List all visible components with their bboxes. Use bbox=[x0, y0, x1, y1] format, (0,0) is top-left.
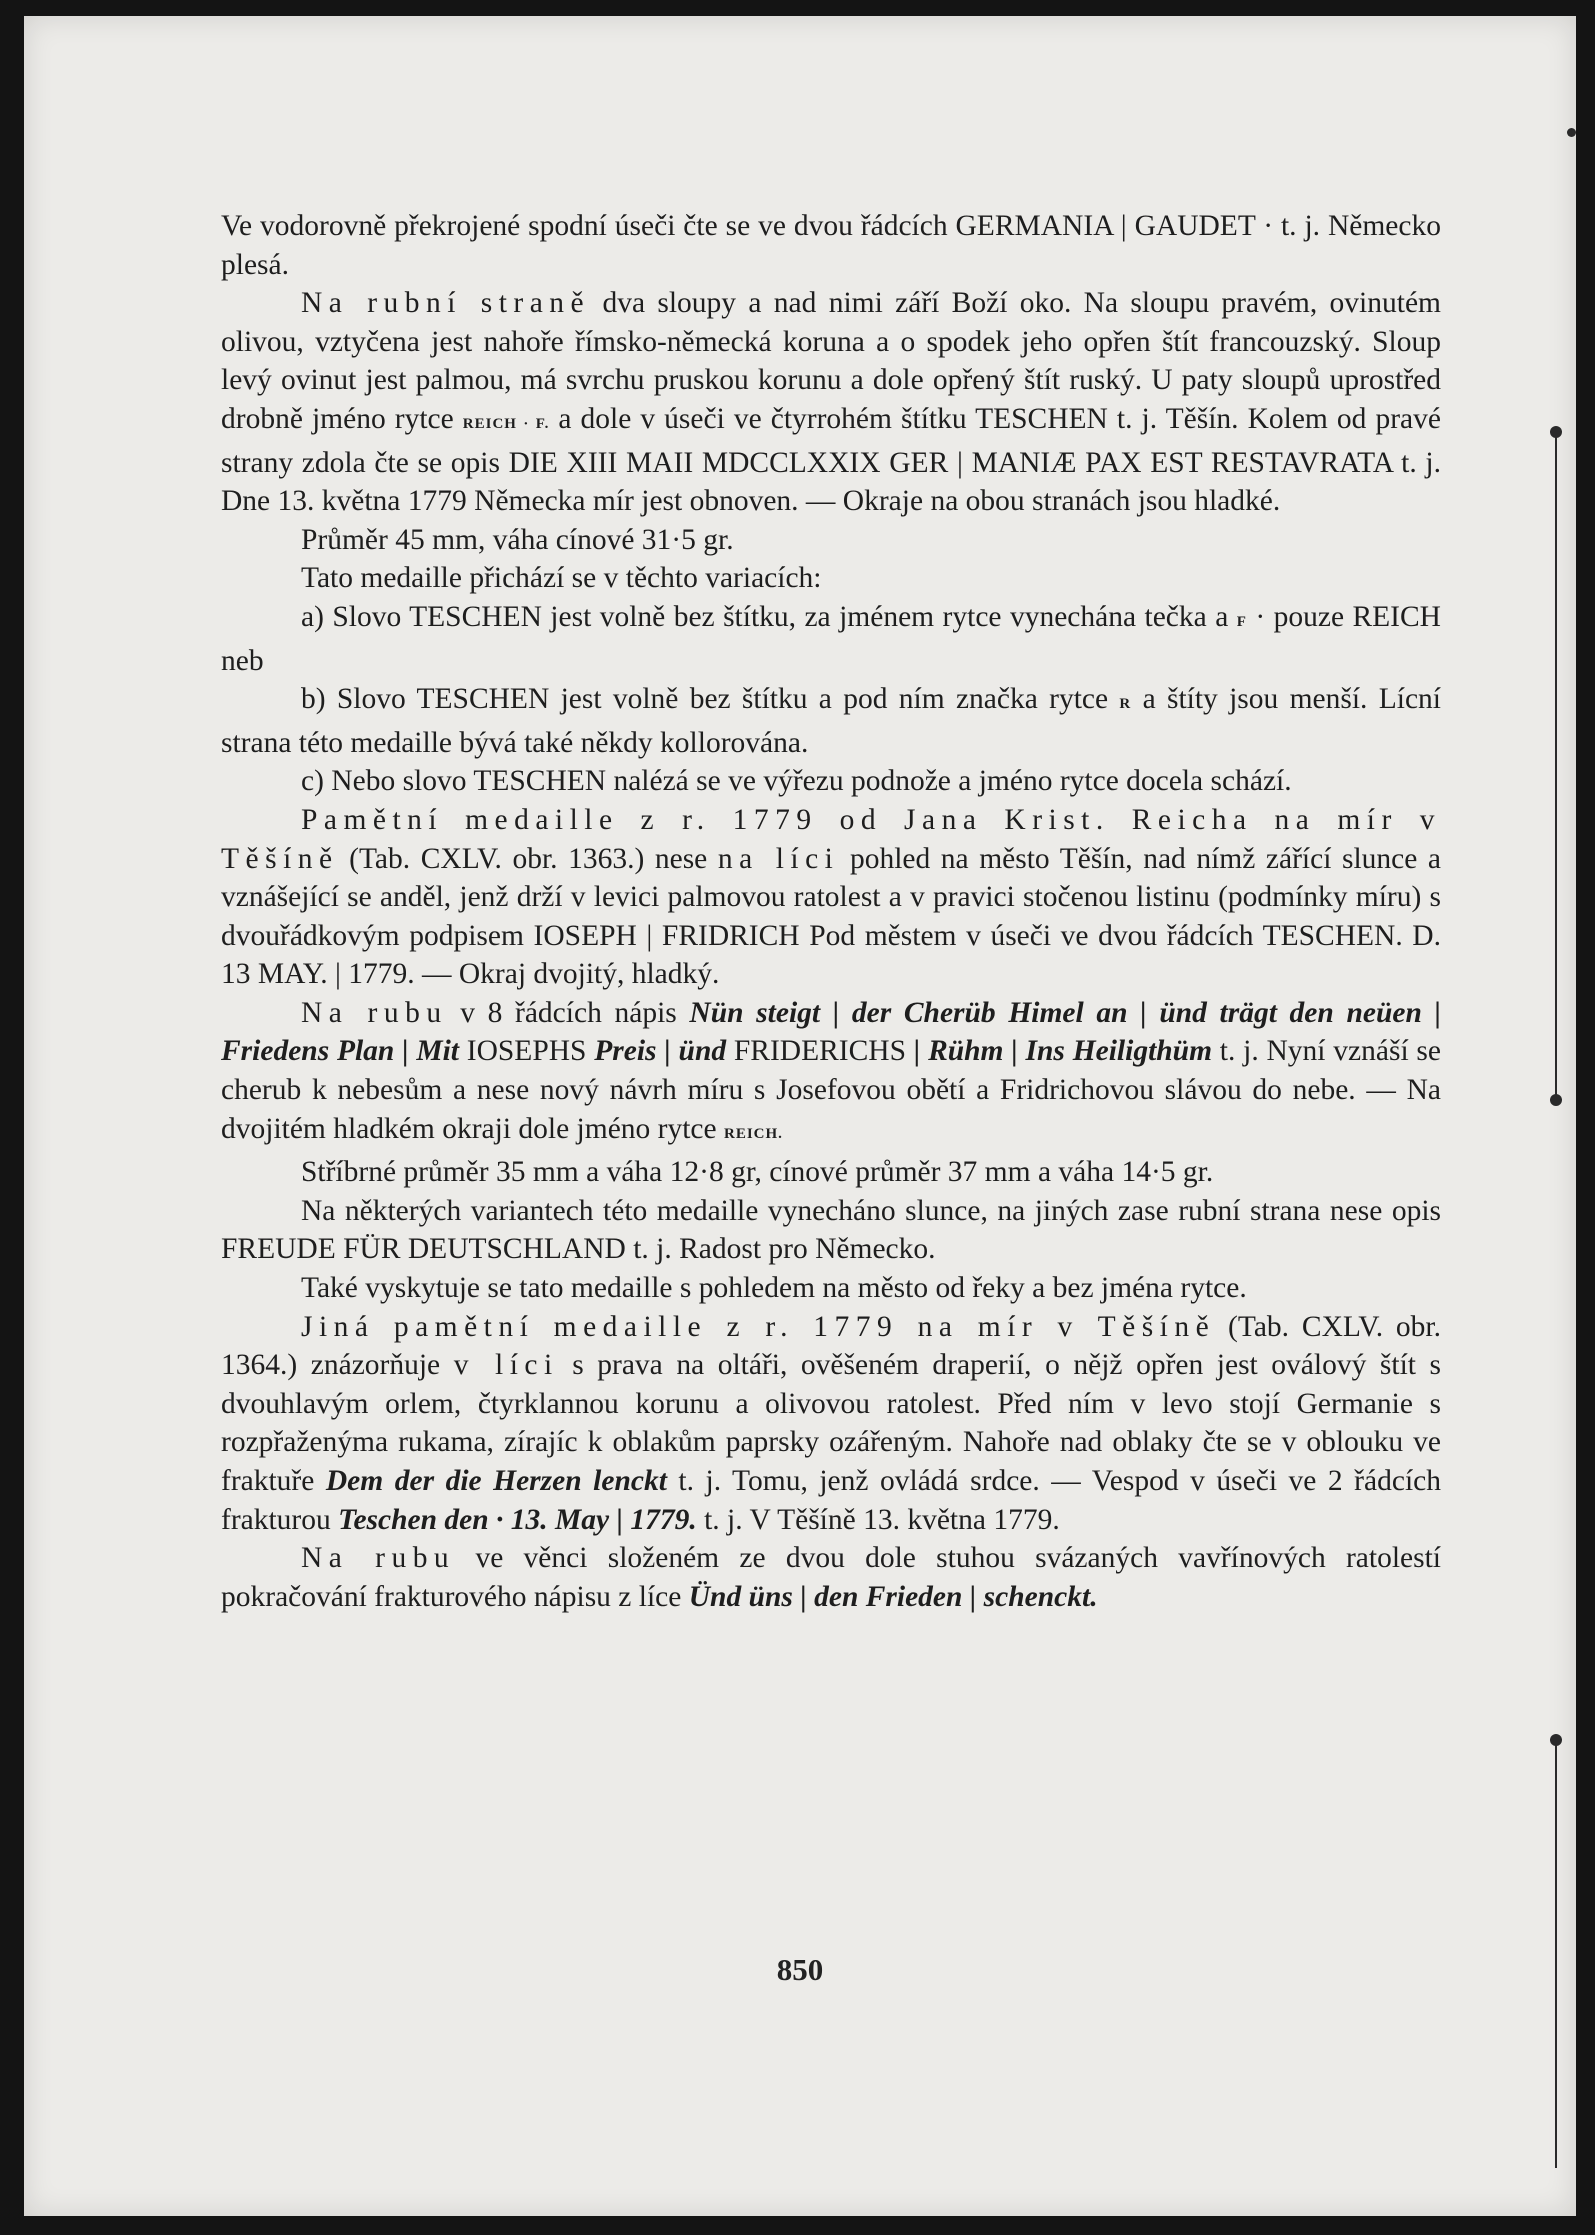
text-run: · pouze REICH neb bbox=[221, 600, 1441, 677]
text-run: Také vyskytuje se tato medaille s pohledem na město od řeky a bez jména rytce. bbox=[301, 1272, 1247, 1305]
paragraph bbox=[221, 762, 1441, 801]
page-number: 850 bbox=[776, 1952, 824, 1987]
text-run: (Tab. CXLV. obr. 1364.) znázorňuje bbox=[221, 1310, 1441, 1382]
text-run: t. j. V Těšíně 13. května 1779. bbox=[696, 1503, 1060, 1536]
text-run: Na některých variantech této medaille vynecháno slunce, na jiných zase rubní strana nese opis FREUDE FÜR DEUTSCHLAND t. j. Radost pro Německo. bbox=[221, 1194, 1441, 1266]
styled-text-run: na líci bbox=[717, 842, 840, 875]
styled-text-run: Dem der die Herzen lenckt bbox=[325, 1465, 667, 1497]
text-run: t. j. Tomu, jenž ovládá srdce. — Vespod v úseči ve 2 řádcích frakturou bbox=[221, 1465, 1441, 1536]
styled-text-run: Na rubu bbox=[301, 996, 448, 1029]
styled-text-run: REICH. bbox=[724, 1125, 783, 1142]
styled-text-run: v líci bbox=[453, 1349, 559, 1382]
paragraph bbox=[221, 1539, 1441, 1616]
paragraph bbox=[221, 1308, 1441, 1540]
paragraph bbox=[221, 521, 1441, 560]
text-run: pohled na město Těšín, nad nímž zářící slunce a vznášející se anděl, jenž drží v levici palmovou ratolest a v pravici stočenou listinu (podmínky míru) s dvouřádkovým podpisem IOSEPH | FRIDRICH Pod městem v úseči ve dvou řádcích TESCHEN. D. 13 MAY. | 1779. — Okraj dvojitý, hladký. bbox=[221, 842, 1441, 991]
styled-text-run: | Rühm | Ins Heiligthüm bbox=[913, 1035, 1213, 1068]
styled-text-run: Jiná pamětní medaille z r. 1779 na mír v Těšíně bbox=[301, 1310, 1216, 1343]
text-run: a) Slovo TESCHEN jest volně bez štítku, za jménem rytce vynechána tečka a bbox=[301, 600, 1237, 633]
paragraph bbox=[221, 801, 1441, 994]
text-run: Tato medaille přichází se v těchto variacích: bbox=[301, 562, 822, 595]
styled-text-run: Na rubu bbox=[301, 1542, 456, 1575]
paragraph bbox=[221, 598, 1441, 680]
text-run: t. j. Nyní vznáší se cherub k nebesům a nese nový návrh míru s Josefovou obětí a Fridrichovou slávou do nebe. — Na dvojitém hladkém okraji dole jméno rytce bbox=[221, 1035, 1441, 1145]
scanned-page bbox=[24, 16, 1576, 2216]
text-run: IOSEPHS bbox=[459, 1035, 595, 1068]
paragraph bbox=[221, 1153, 1441, 1192]
text-run: ve věnci složeném ze dvou dole stuhou svázaných vavřínových ratolestí pokračování frakturového nápisu z líce bbox=[221, 1542, 1441, 1613]
margin-bracket-upper bbox=[1550, 426, 1562, 1106]
text-run: a štíty jsou menší. Lícní strana této medaille bývá také někdy kollorována. bbox=[221, 683, 1441, 759]
text-run: Průměr 45 mm, váha cínové 31·5 gr. bbox=[301, 523, 734, 556]
document-body bbox=[221, 207, 1441, 1616]
text-run: b) Slovo TESCHEN jest volně bez štítku a pod ním značka rytce bbox=[301, 683, 1120, 716]
styled-text-run: Na rubní straně bbox=[301, 287, 591, 320]
styled-text-run: Preis | ünd bbox=[594, 1035, 727, 1068]
text-run: Ve vodorovně překrojené spodní úseči čte se ve dvou řádcích GERMANIA | GAUDET · t. j. Německo plesá. bbox=[221, 210, 1441, 281]
text-run: c) Nebo slovo TESCHEN nalézá se ve výřezu podnože a jméno rytce docela schází. bbox=[301, 765, 1292, 798]
styled-text-run: F bbox=[1236, 613, 1247, 630]
paragraph bbox=[221, 284, 1441, 521]
styled-text-run: REICH · F. bbox=[462, 415, 550, 432]
text-run: v 8 řádcích nápis bbox=[447, 996, 690, 1029]
text-run: dva sloupy a nad nimi září Boží oko. Na sloupu pravém, ovinutém olivou, vztyčena jest nahoře římsko-německá koruna a o spodek jeho opřen štít francouzský. Sloup levý ovinut jest palmou, má svrchu pruskou korunu a dole opřený štít ruský. U paty sloupů uprostřed drobně jméno rytce bbox=[221, 287, 1441, 435]
styled-text-run: Pamětní medaille z r. 1779 od Jana Krist. Reicha na mír v Těšíně bbox=[221, 803, 1441, 875]
paragraph bbox=[221, 559, 1441, 598]
paragraph bbox=[221, 207, 1441, 284]
paragraph bbox=[221, 994, 1441, 1153]
margin-bracket-lower bbox=[1550, 1734, 1562, 2174]
text-run: FRIDERICHS bbox=[726, 1035, 914, 1068]
styled-text-run: Ünd üns | den Frieden | schenckt. bbox=[688, 1580, 1098, 1613]
text-run: Stříbrné průměr 35 mm a váha 12·8 gr, cínové průměr 37 mm a váha 14·5 gr. bbox=[301, 1156, 1214, 1189]
styled-text-run: Nün steigt | der Cherüb Himel an | ünd trägt den neüen | Friedens Plan | Mit bbox=[221, 996, 1442, 1068]
margin-dot-top bbox=[1567, 128, 1576, 137]
paragraph bbox=[221, 1192, 1441, 1269]
text-run: (Tab. CXLV. obr. 1363.) nese bbox=[338, 842, 718, 875]
text-run: a dole v úseči ve čtyrrohém štítku TESCHEN t. j. Těšín. Kolem od pravé strany zdola čte se opis DIE XIII MAII MDCCLXXIX GER | MANIÆ PAX EST RESTAVRATA t. j. Dne 13. května 1779 Německa mír jest obnoven. — Okraje na obou stranách jsou hladké. bbox=[221, 402, 1441, 518]
paragraph bbox=[221, 1269, 1441, 1308]
text-run: s prava na oltáři, ověšeném draperií, o nějž opřen jest oválový štít s dvouhlavým orlem, čtyrklannou korunu a olivovou ratolest. Před ním v levo stojí Germanie s rozpřaženýma rukama, zírajíc k oblakům paprsky ozářeným. Nahoře nad oblaky čte se v oblouku ve fraktuře bbox=[221, 1349, 1442, 1497]
paragraph bbox=[221, 680, 1441, 762]
styled-text-run: Teschen den · 13. May | 1779. bbox=[338, 1503, 697, 1536]
styled-text-run: R bbox=[1119, 696, 1132, 713]
